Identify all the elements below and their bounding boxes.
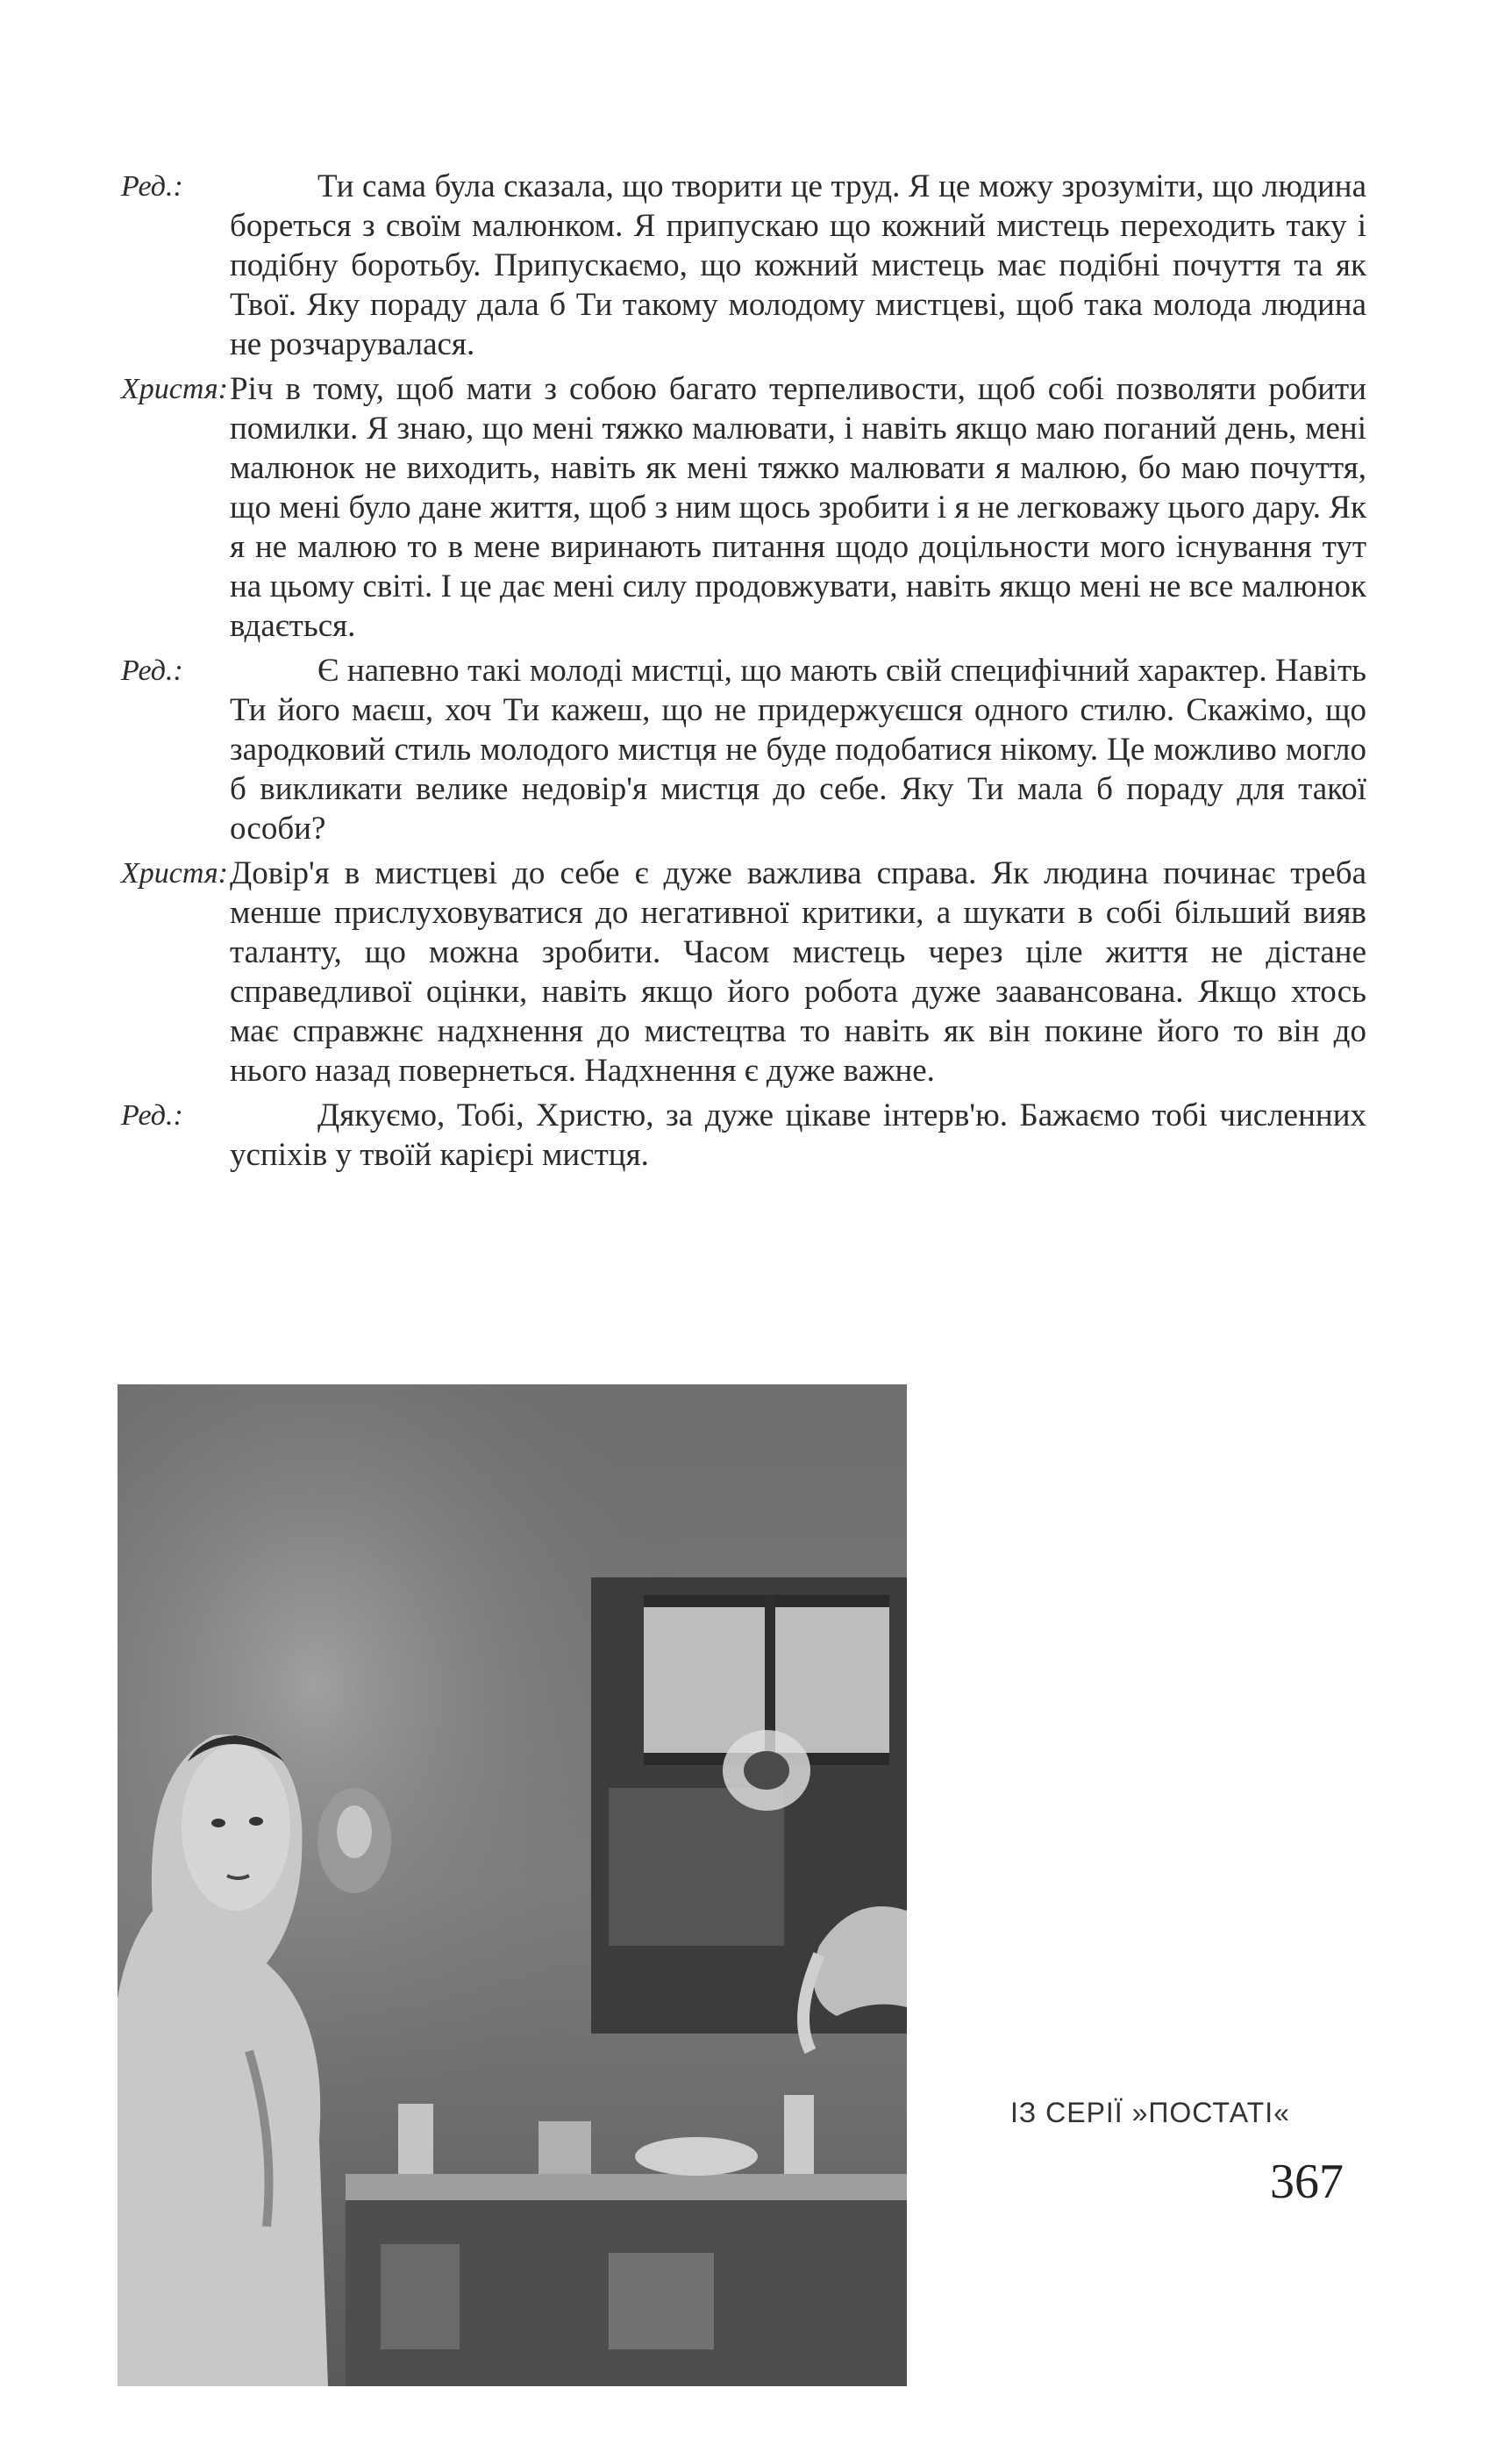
speaker-label: Ред.:: [121, 1099, 183, 1132]
entry-text: Річ в тому, щоб мати з собою багато терпеливости, щоб собі позволяти робити помилки. Я знаю, що мені тяжко малювати, і навіть якщо маю поганий день, мені малюнок не виходить, навіть як мені тяжко малювати я малюю, бо маю почуття, що мені було дане життя, щоб з ним щось зробити і я не легковажу цього дару. Як я не малюю то в мене виринають питання щодо доцільности мого існування тут на цьому світі. І це дає мені силу продовжувати, навіть якщо мені не все малюнок вдається.: [230, 371, 1366, 644]
entry-text: Ти сама була сказала, що творити це труд. Я це можу зрозуміти, що людина бореться з своїм малюнком. Я припускаю що кожний мистець переходить таку і подібну боротьбу. Припускаємо, що кожний мистець має подібні почуття та як Твої. Яку пораду дала б Ти такому молодому мистцеві, щоб така молода людина не розчарувалася.: [230, 168, 1366, 362]
interview-text: [121, 167, 1366, 1180]
interview-entry: [121, 651, 1366, 848]
interview-entry: [121, 167, 1366, 364]
speaker-label: Ред.:: [121, 654, 183, 687]
interview-entry: [121, 369, 1366, 646]
entry-text: Довір'я в мистцеві до себе є дуже важлива справа. Як людина починає треба менше прислуховуватися до негативної критики, а шукати в собі більший вияв таланту, що можна зробити. Часом мистець через ціле життя не дістане справедливої оцінки, навіть якщо його робота дуже заавансована. Якщо хтось має справжнє надхнення до мистецтва то навіть як він покине його то він до нього назад повернеться. Надхнення є дуже важне.: [230, 855, 1366, 1089]
painting-reproduction: [118, 1384, 907, 2386]
speaker-label: Ред.:: [121, 170, 183, 203]
speaker-label: Христя:: [121, 373, 228, 405]
series-caption: ІЗ СЕРІЇ »ПОСТАТІ«: [1010, 2097, 1290, 2128]
entry-text: Дякуємо, Тобі, Христю, за дуже цікаве інтерв'ю. Бажаємо тобі численних успіхів у твоїй карієрі мистця.: [230, 1097, 1366, 1173]
interview-entry: [121, 1096, 1366, 1175]
interview-entry: [121, 854, 1366, 1090]
entry-text: Є напевно такі молоді мистці, що мають свій специфічний характер. Навіть Ти його маєш, хоч Ти кажеш, що не придержуєшся одного стилю. Скажімо, що зародковий стиль молодого мистця не буде подобатися нікому. Це можливо могло б викликати велике недовір'я мистця до себе. Яку Ти мала б пораду для такої особи?: [230, 653, 1366, 847]
speaker-label: Христя:: [121, 857, 228, 890]
page-number: 367: [1270, 2155, 1344, 2209]
